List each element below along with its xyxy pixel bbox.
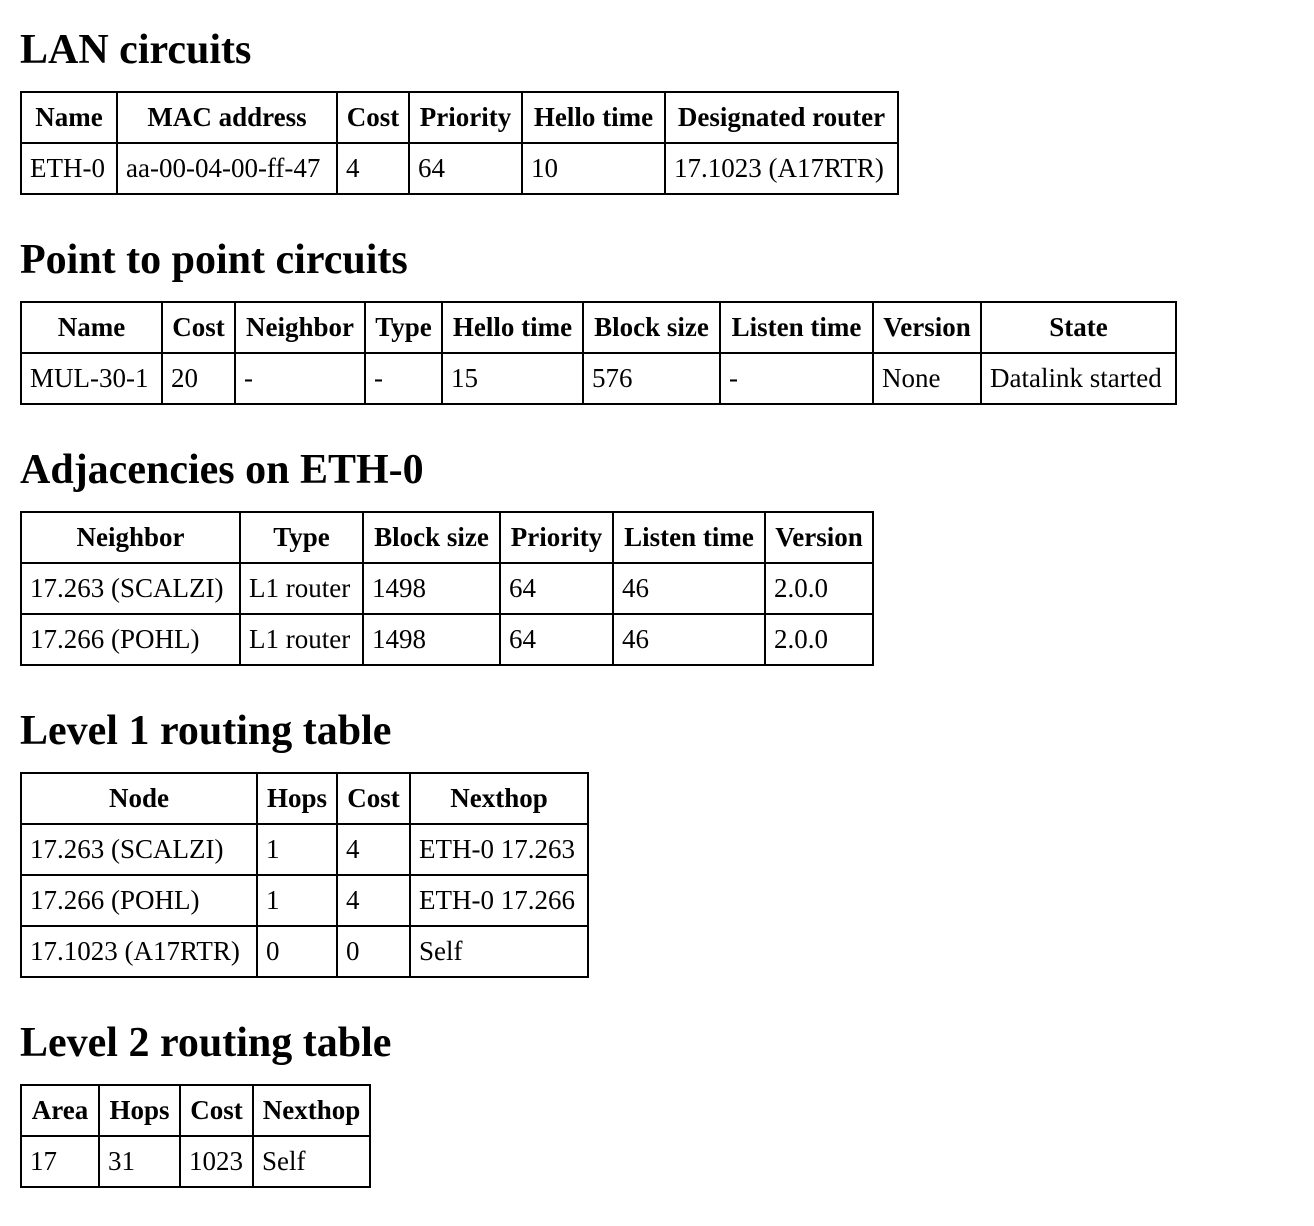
column-header: Area [21, 1085, 99, 1136]
column-header: Node [21, 773, 257, 824]
table-cell: 4 [337, 143, 409, 194]
table-cell: 1 [257, 875, 337, 926]
table-cell: 1498 [363, 563, 500, 614]
lan-circuits-section [20, 0, 1294, 195]
column-header: Block size [363, 512, 500, 563]
column-header: Cost [337, 92, 409, 143]
adjacencies-title: Adjacencies on ETH-0 [20, 447, 424, 493]
table-cell: - [720, 353, 873, 404]
column-header: MAC address [117, 92, 337, 143]
column-header: Hello time [522, 92, 665, 143]
column-header: Type [240, 512, 363, 563]
table-cell: 46 [613, 563, 765, 614]
level1-routing-title: Level 1 routing table [20, 708, 392, 754]
table-cell: 1498 [363, 614, 500, 665]
table-cell: 64 [500, 563, 613, 614]
table-cell: 31 [99, 1136, 180, 1187]
column-header: Designated router [665, 92, 898, 143]
column-header: Cost [337, 773, 410, 824]
column-header: Block size [583, 302, 720, 353]
level2-routing-table [20, 1084, 371, 1188]
column-header: Version [873, 302, 981, 353]
table-cell: 4 [337, 824, 410, 875]
table-cell: None [873, 353, 981, 404]
table-cell: 576 [583, 353, 720, 404]
header-row [21, 773, 588, 824]
column-header: Priority [409, 92, 522, 143]
table-row [21, 824, 588, 875]
table-cell: 1 [257, 824, 337, 875]
table-row [21, 563, 873, 614]
p2p-circuits-title: Point to point circuits [20, 237, 408, 283]
lan-circuits-table [20, 91, 899, 195]
column-header: Version [765, 512, 873, 563]
table-cell: 2.0.0 [765, 614, 873, 665]
column-header: State [981, 302, 1176, 353]
table-cell: aa-00-04-00-ff-47 [117, 143, 337, 194]
column-header: Name [21, 302, 162, 353]
header-row [21, 512, 873, 563]
header-row [21, 92, 898, 143]
table-cell: 17.266 (POHL) [21, 614, 240, 665]
table-cell: 17.266 (POHL) [21, 875, 257, 926]
table-cell: L1 router [240, 563, 363, 614]
table-cell: 10 [522, 143, 665, 194]
column-header: Listen time [720, 302, 873, 353]
table-cell: Self [253, 1136, 370, 1187]
table-cell: 0 [337, 926, 410, 977]
table-cell: ETH-0 [21, 143, 117, 194]
table-cell: 15 [442, 353, 583, 404]
table-cell: 17.263 (SCALZI) [21, 824, 257, 875]
table-cell: 46 [613, 614, 765, 665]
table-row [21, 875, 588, 926]
table-cell: 17 [21, 1136, 99, 1187]
level1-routing-table [20, 772, 589, 978]
header-row [21, 1085, 370, 1136]
header-row [21, 302, 1176, 353]
table-cell: 17.263 (SCALZI) [21, 563, 240, 614]
table-row [21, 926, 588, 977]
table-cell: Self [410, 926, 588, 977]
table-cell: ETH-0 17.266 [410, 875, 588, 926]
adjacencies-table [20, 511, 874, 666]
column-header: Neighbor [235, 302, 365, 353]
table-row [21, 353, 1176, 404]
table-cell: 64 [500, 614, 613, 665]
level1-routing-section [20, 710, 1294, 978]
level2-routing-section [20, 1022, 1294, 1188]
column-header: Hello time [442, 302, 583, 353]
table-cell: 4 [337, 875, 410, 926]
table-cell: 17.1023 (A17RTR) [21, 926, 257, 977]
column-header: Cost [162, 302, 235, 353]
adjacencies-section [20, 449, 1294, 666]
table-cell: 64 [409, 143, 522, 194]
table-cell: MUL-30-1 [21, 353, 162, 404]
table-row [21, 1136, 370, 1187]
table-cell: 17.1023 (A17RTR) [665, 143, 898, 194]
table-row [21, 614, 873, 665]
table-cell: L1 router [240, 614, 363, 665]
column-header: Hops [99, 1085, 180, 1136]
table-row [21, 143, 898, 194]
column-header: Nexthop [253, 1085, 370, 1136]
p2p-circuits-section [20, 239, 1294, 405]
lan-circuits-title: LAN circuits [20, 27, 252, 73]
table-cell: - [365, 353, 442, 404]
column-header: Name [21, 92, 117, 143]
table-cell: 2.0.0 [765, 563, 873, 614]
p2p-circuits-table [20, 301, 1177, 405]
column-header: Cost [180, 1085, 253, 1136]
column-header: Neighbor [21, 512, 240, 563]
table-cell: - [235, 353, 365, 404]
column-header: Type [365, 302, 442, 353]
column-header: Priority [500, 512, 613, 563]
column-header: Nexthop [410, 773, 588, 824]
level2-routing-title: Level 2 routing table [20, 1020, 392, 1066]
table-cell: ETH-0 17.263 [410, 824, 588, 875]
table-cell: Datalink started [981, 353, 1176, 404]
table-cell: 0 [257, 926, 337, 977]
table-cell: 1023 [180, 1136, 253, 1187]
column-header: Listen time [613, 512, 765, 563]
column-header: Hops [257, 773, 337, 824]
table-cell: 20 [162, 353, 235, 404]
